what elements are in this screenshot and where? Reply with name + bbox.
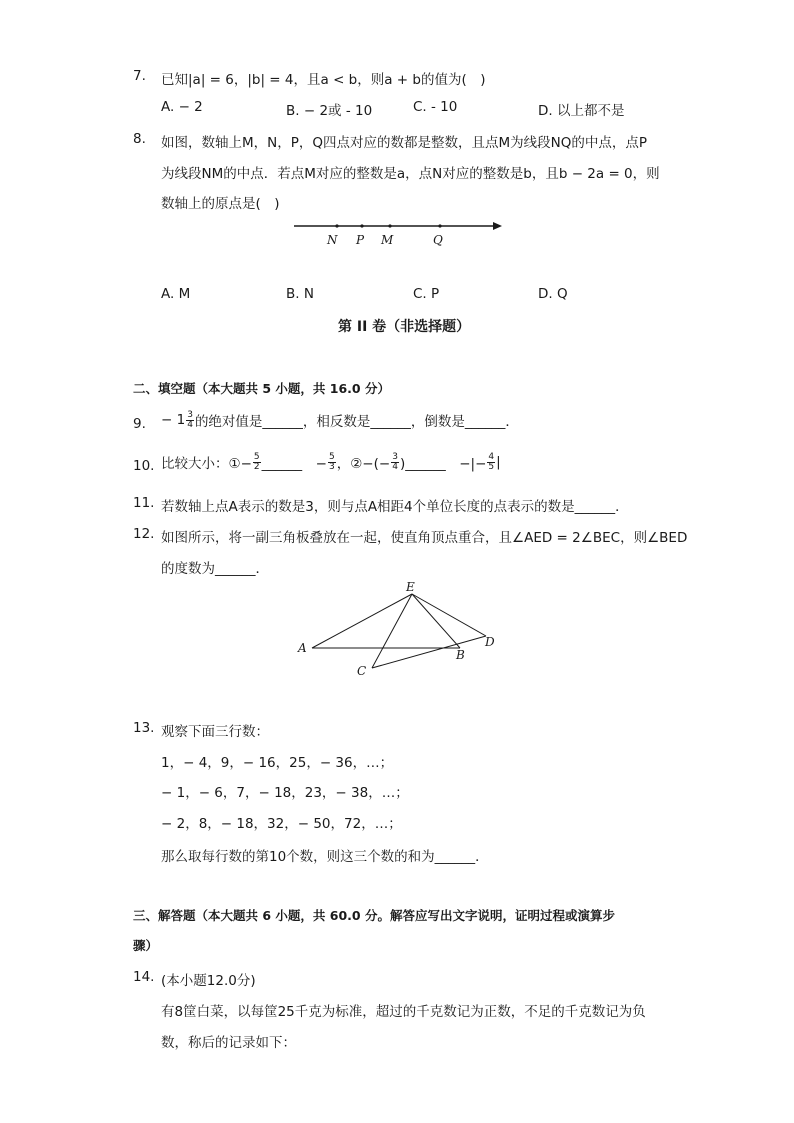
q10-fraction-1 bbox=[253, 453, 261, 472]
section2-heading: 二、填空题（本大题共 5 小题，共 16.0 分） bbox=[133, 381, 390, 396]
q8-stem-line2: 为线段NM的中点．若点M对应的整数是a，点N对应的整数是b，且b − 2a = 0，则 bbox=[161, 166, 660, 182]
q13-row3: − 2，8，− 18，32，− 50，72，…； bbox=[161, 816, 402, 832]
q11-number: 11. bbox=[133, 495, 155, 511]
q7-option-a: A. − 2 bbox=[161, 99, 203, 115]
q12-stem-line2: 的度数为______． bbox=[161, 561, 269, 577]
q7-stem: 已知|a| = 6，|b| = 4，且a < b，则a + b的值为( ) bbox=[161, 72, 486, 88]
q9-fraction-denominator: 4 bbox=[187, 419, 193, 430]
vertex-d-label: D bbox=[485, 635, 495, 649]
q9-fraction bbox=[186, 411, 194, 430]
q13-number: 13. bbox=[133, 720, 155, 736]
q8-number: 8. bbox=[133, 131, 146, 147]
vertex-a-label: A bbox=[298, 641, 307, 655]
point-m-dot bbox=[388, 224, 391, 227]
q10-stem bbox=[161, 452, 501, 472]
q12-number: 12. bbox=[133, 526, 155, 542]
point-q-dot bbox=[438, 224, 441, 227]
point-q-label: Q bbox=[433, 233, 443, 247]
q10-text-5: | bbox=[496, 454, 501, 470]
q9-fraction-numerator: 3 bbox=[187, 409, 193, 420]
q10-fraction-4-denominator: 5 bbox=[488, 461, 495, 472]
section3-heading-line2: 骤） bbox=[133, 938, 159, 953]
q13-stem: 观察下面三行数： bbox=[161, 724, 269, 740]
q8-stem-line3: 数轴上的原点是( ) bbox=[161, 196, 280, 212]
q10-fraction-2-denominator: 3 bbox=[328, 461, 335, 472]
vertex-b-label: B bbox=[456, 648, 465, 662]
q7-option-d: D. 以上都不是 bbox=[538, 103, 625, 119]
point-m-label: M bbox=[381, 233, 394, 247]
q7-number: 7. bbox=[133, 68, 146, 84]
q14-number: 14. bbox=[133, 969, 155, 985]
segment-cd bbox=[372, 636, 486, 668]
q8-option-b: B. N bbox=[286, 286, 314, 302]
q10-fraction-1-numerator: 5 bbox=[253, 451, 260, 462]
q7-option-b: B. − 2或 - 10 bbox=[286, 103, 373, 119]
q9-text: 的绝对值是______，相反数是______，倒数是______． bbox=[194, 414, 519, 430]
q10-fraction-4-numerator: 4 bbox=[488, 451, 495, 462]
q10-fraction-3-numerator: 3 bbox=[392, 451, 398, 462]
q10-fraction-2 bbox=[328, 453, 336, 472]
q14-stem-line2: 数，称后的记录如下： bbox=[161, 1035, 296, 1051]
number-line-arrow bbox=[493, 222, 502, 230]
q13-row1: 1，− 4，9，− 16，25，− 36，…； bbox=[161, 755, 394, 771]
part2-title: 第 II 卷（非选择题） bbox=[338, 319, 471, 335]
point-p-dot bbox=[360, 224, 363, 227]
q10-fraction-1-denominator: 2 bbox=[253, 461, 260, 472]
point-p-label: P bbox=[356, 233, 365, 247]
triangle-figure bbox=[290, 578, 510, 680]
q8-option-d: D. Q bbox=[538, 286, 568, 302]
q11-stem: 若数轴上点A表示的数是3，则与点A相距4个单位长度的点表示的数是______． bbox=[161, 499, 629, 515]
q10-text-2: ______ − bbox=[261, 456, 327, 472]
q8-stem-line1: 如图，数轴上M，N，P，Q四点对应的数都是整数，且点M为线段NQ的中点，点P bbox=[161, 135, 648, 151]
q7-option-c: C. - 10 bbox=[413, 99, 458, 115]
segment-eb bbox=[412, 594, 460, 648]
q14-stem-line1: 有8筐白菜，以每筐25千克为标准，超过的千克数记为正数，不足的千克数记为负 bbox=[161, 1004, 646, 1020]
vertex-e-label: E bbox=[406, 580, 415, 594]
q12-stem-line1: 如图所示，将一副三角板叠放在一起，使直角顶点重合，且∠AED = 2∠BEC，则∠BED bbox=[161, 530, 688, 546]
q10-fraction-3-denominator: 4 bbox=[392, 461, 398, 472]
vertex-c-label: C bbox=[357, 664, 367, 678]
q14-score: (本小题12.0分) bbox=[161, 973, 256, 989]
number-line-figure bbox=[290, 216, 510, 250]
q8-option-c: C. P bbox=[413, 286, 440, 302]
segment-ed bbox=[412, 594, 486, 636]
q8-option-a: A. M bbox=[161, 286, 191, 302]
q10-fraction-2-numerator: 5 bbox=[328, 451, 335, 462]
q9-number: 9. bbox=[133, 416, 146, 432]
q10-text-1: 比较大小：①− bbox=[161, 456, 252, 472]
point-n-dot bbox=[335, 224, 338, 227]
q13-row2: − 1，− 6，7，− 18，23，− 38，…； bbox=[161, 785, 409, 801]
section3-heading-line1: 三、解答题（本大题共 6 小题，共 60.0 分。解答应写出文字说明，证明过程或演算步 bbox=[133, 908, 615, 923]
q10-number: 10. bbox=[133, 458, 155, 474]
q13-question: 那么取每行数的第10个数，则这三个数的和为______． bbox=[161, 849, 489, 865]
q10-fraction-3 bbox=[391, 453, 399, 472]
q10-fraction-4 bbox=[487, 453, 495, 472]
point-n-label: N bbox=[327, 233, 338, 247]
q9-stem bbox=[161, 410, 519, 430]
q9-prefix: − 1 bbox=[161, 412, 186, 428]
q10-text-3: ，②−(− bbox=[336, 456, 391, 472]
q10-text-4: )______ −|− bbox=[399, 456, 487, 472]
